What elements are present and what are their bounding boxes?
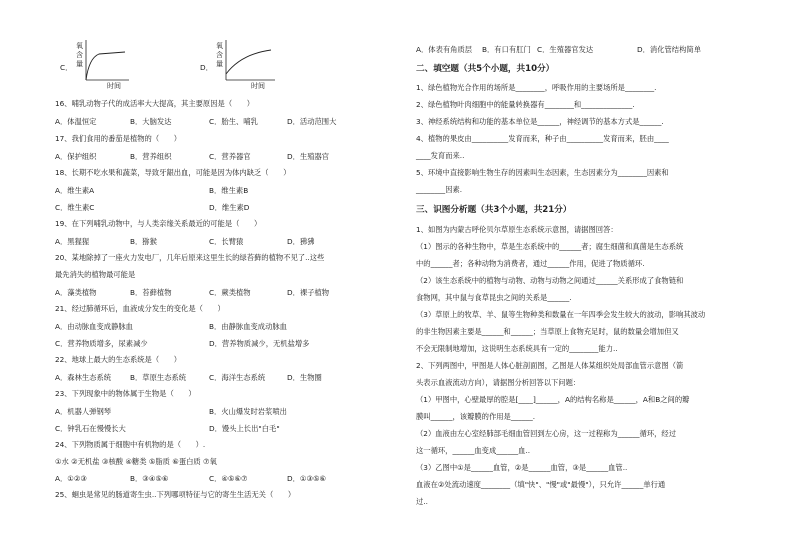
q22-options [55,373,322,383]
q16-option-a[interactable]: A．体温恒定 [55,117,97,126]
q23-option-a[interactable]: A．机器人弹钢琴 [55,407,112,416]
diagram-q2-part3-line2: 血液在②处流动速度________（填"快"、"慢"或"最慢"），只允许______单行通 [416,480,666,489]
q24-options [55,474,326,484]
diagram-q1-part1-line2: 中的______者；各种动物为消费者，通过______作用，促进了物质循环. [416,259,645,268]
question-24-items: ①水 ②无机盐 ③核酸 ④糖类 ⑤脂质 ⑥蛋白质 ⑦氧 [55,457,217,466]
question-25: 25、蛔虫是常见的肠道寄生虫..下列哪项特征与它的寄生生活无关（ ） [55,490,296,499]
q22-option-a[interactable]: A．森林生态系统 [55,373,112,382]
graph-c-curve [86,52,125,80]
graph-d-curve [226,50,271,74]
q24-option-a[interactable]: A．①②③ [55,474,87,483]
q25-option-c[interactable]: C．生殖器官发达 [537,45,594,54]
q18-options-row1 [55,186,248,196]
q19-option-d[interactable]: D．狒狒 [287,237,315,246]
fill-blank-5-line1: 5、环境中直接影响生物生存的因素叫生态因素，生态因素分为________因素和 [416,168,669,177]
question-24: 24、下列物质属于细胞中有机物的是（ ）. [55,440,206,449]
graph-c-ylabel-1: 氧 [76,42,83,50]
oxygen-graph-d-svg [199,38,294,90]
q24-option-d[interactable]: D．①③⑤⑥ [287,474,327,483]
diagram-q1-part3-line3: 不会无限制地增加，这说明生态系统具有一定的________能力.. [416,344,618,353]
q25-option-a[interactable]: A．体表有角质层 [416,45,473,54]
q18-options-row2 [55,203,249,213]
q19-option-b[interactable]: B．猕猴 [130,237,157,246]
q17-option-a[interactable]: A．保护组织 [55,152,97,161]
q18-option-c[interactable]: C．维生素C [55,203,95,212]
q18-option-d[interactable]: D．维生素D [209,203,250,212]
diagram-q2-part3-line3: 过.. [416,497,428,506]
q20-option-a[interactable]: A．藻类植物 [55,288,97,297]
q17-options [55,152,329,162]
question-17: 17、我们食用的番茄是植物的（ ） [55,134,182,143]
graph-d-xlabel: 时间 [251,82,265,90]
q20-option-c[interactable]: C．蕨类植物 [209,288,251,297]
q20-option-b[interactable]: B．苔藓植物 [130,288,172,297]
q23-options-row1 [55,407,287,417]
diagram-q2-part3: （3）乙图中①是______血管，②是______血管，③是______血管.. [416,463,628,472]
graph-d-ylabel-2: 含 [216,51,223,59]
q21-option-a[interactable]: A．由动脉血变成静脉血 [55,322,133,331]
diagram-q1-part2-line1: （2）该生态系统中的植物与动物、动物与动物之间通过______关系形成了食物链和 [416,276,684,285]
fill-blank-1: 1、绿色植物光合作用的场所是________，呼吸作用的主要场所是________. [416,83,657,92]
q16-options [55,117,336,127]
diagram-q1-part3-line2: 的非生物因素主要是______和______；当草原上食物充足时，鼠的数量会增加但又 [416,327,679,336]
q22-option-c[interactable]: C．海洋生态系统 [209,373,266,382]
q23-option-b[interactable]: B．火山爆发时岩浆喷出 [209,407,287,416]
question-21: 21、经过肺循环后，血液成分发生的变化是（ ） [55,304,225,313]
q25-options [416,45,701,55]
q20-option-d[interactable]: D．裸子植物 [287,288,330,297]
diagram-q1-part2-line2: 食物网，其中鼠与食草昆虫之间的关系是______. [416,293,572,302]
graph-d-ylabel-3: 量 [216,60,223,68]
fill-blank-3: 3、神经系统结构和功能的基本单位是______，神经调节的基本方式是______. [416,117,664,126]
q19-option-a[interactable]: A．黑猩猩 [55,237,90,246]
fill-blank-4-line1: 4、植物的果皮由__________发育而来，种子由__________发育而来，胚由____ [416,134,669,143]
q23-option-d[interactable]: D．馒头上长出"白毛" [209,424,280,433]
q19-options [55,237,315,247]
q22-option-d[interactable]: D．生物圈 [287,373,322,382]
q21-options-row2 [55,339,309,349]
fill-blank-4-line2: ____发育而来.. [416,151,465,160]
section-3-title: 三、识图分析题（共3个小题，共21分） [416,205,572,215]
question-23: 23、下列现象中的物体属于生物是（ ） [55,389,196,398]
question-18: 18、长期不吃水果和蔬菜，导致牙龈出血，可能是因为体内缺乏（ ） [55,168,291,177]
q19-option-c[interactable]: C．长臂猿 [209,237,244,246]
q17-option-d[interactable]: D．生殖器官 [287,152,330,161]
diagram-q2-part1-line2: 膜叫______，该瓣膜的作用是______. [416,412,536,421]
diagram-q2-part2-line2: 这一循环，______血变成______血.. [416,446,531,455]
diagram-q2-part2-line1: （2）血液由左心室经肺部毛细血管回到左心房，这一过程称为______循环，经过 [416,429,677,438]
q24-option-c[interactable]: C．④⑤⑥⑦ [209,474,248,483]
q16-option-b[interactable]: B．大脑发达 [130,117,172,126]
q21-option-c[interactable]: C．营养物质增多，尿素减少 [55,339,148,348]
q23-option-c[interactable]: C．钟乳石在慢慢长大 [55,424,126,433]
q21-options-row1 [55,322,287,332]
q18-option-a[interactable]: A．维生素A [55,186,95,195]
oxygen-graph-c-svg [59,38,149,90]
diagram-q1-intro: 1、如图为内蒙古呼伦贝尔草原生态系统示意图，请据图回答： [416,225,618,234]
fill-blank-5-line2: ________因素. [416,185,463,194]
diagram-q1-part3-line1: （3）草原上的牧草、羊、鼠等生物种类和数量在一年四季会发生较大的波动，影响其波动 [416,310,706,319]
graph-d-ylabel-1: 氧 [216,42,223,50]
question-20-line1: 20、某地除掉了一座火力发电厂，几年后原来这里生长的绿苔藓的植物不见了..这些 [55,253,325,262]
graph-c-xlabel: 时间 [107,82,121,90]
q20-options [55,288,329,298]
oxygen-graph-c [59,38,149,90]
diagram-q2-intro-line2: 头表示血液流动方向），请据图分析回答以下问题： [416,378,581,387]
question-19: 19、在下列哺乳动物中，与人类亲缘关系最近的可能是（ ） [55,219,262,228]
oxygen-graph-d [199,38,294,90]
q17-option-b[interactable]: B．营养组织 [130,152,172,161]
q16-option-c[interactable]: C．胎生、哺乳 [209,117,258,126]
q21-option-d[interactable]: D．营养物质减少，无机盐增多 [209,339,310,348]
fill-blank-2: 2、绿色植物叶肉细胞中的能量转换器有________和______________. [416,100,635,109]
graph-d-option: D． [200,63,213,72]
q21-option-b[interactable]: B．由静脉血变成动脉血 [209,322,287,331]
question-16: 16、哺乳动物子代的成活率大大提高，其主要原因是（ ） [55,99,255,108]
diagram-q2-part1-line1: （1）甲图中，心壁最厚的腔是[____]______，A的结构名称是______，A和B之间的瓣 [416,395,690,404]
q22-option-b[interactable]: B．草原生态系统 [130,373,187,382]
graph-c-option: C． [60,63,73,72]
graph-c-ylabel-3: 量 [76,60,83,68]
q17-option-c[interactable]: C．营养器官 [209,152,251,161]
q24-option-b[interactable]: B．③④⑤⑥ [130,474,169,483]
q16-option-d[interactable]: D．活动范围大 [287,117,337,126]
q23-options-row2 [55,424,280,434]
q18-option-b[interactable]: B．维生素B [209,186,249,195]
question-22: 22、地球上最大的生态系统是（ ） [55,355,182,364]
question-20-line2: 最先消失的植物最可能是 [55,270,136,279]
q25-option-d[interactable]: D．消化管结构简单 [637,45,701,54]
diagram-q2-intro-line1: 2、下列两图中，甲图是人体心脏剖面图，乙图是人体某组织处局部血管示意图（箭 [416,361,684,370]
q25-option-b[interactable]: B．有口有肛门 [482,45,531,54]
section-2-title: 二、填空题（共5个小题，共10分） [416,64,555,74]
graph-c-ylabel-2: 含 [76,51,83,59]
diagram-q1-part1-line1: （1）图示的各种生物中，草是生态系统中的______者；腐生细菌和真菌是生态系统 [416,242,684,251]
